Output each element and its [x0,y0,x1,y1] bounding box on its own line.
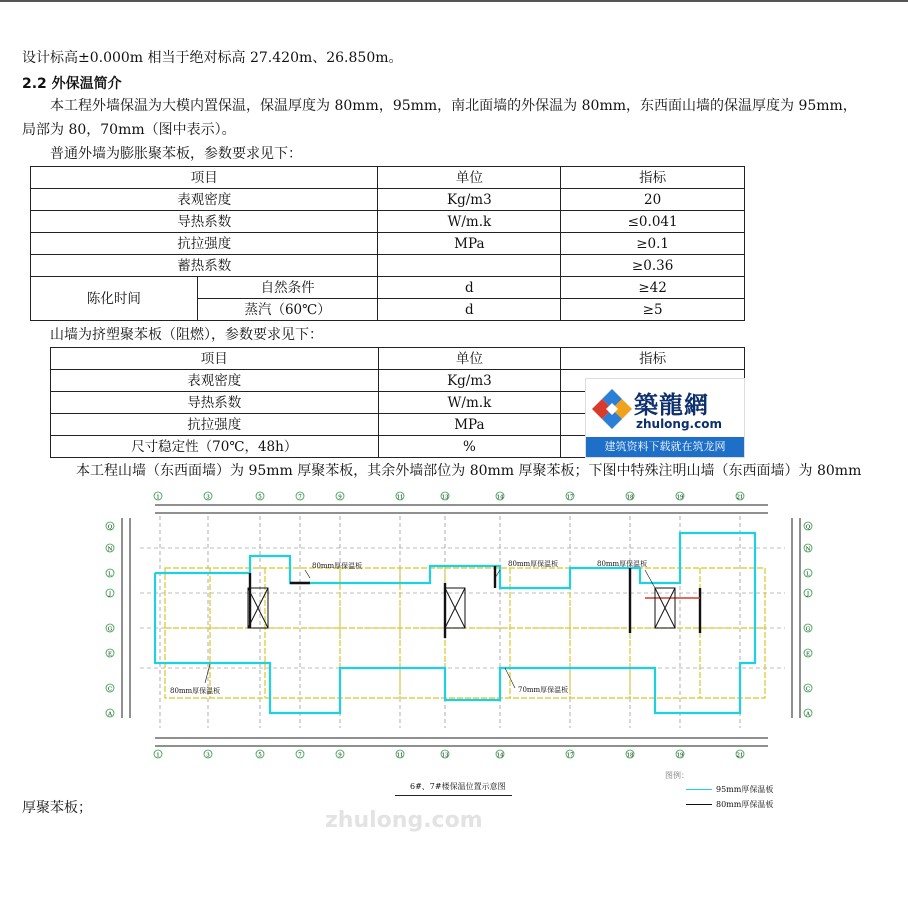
axis-label-top: 18 [626,494,634,501]
axis-label-top: 3 [206,494,210,501]
axis-label-bottom: 17 [566,752,574,759]
axis-label-side: A [806,711,810,718]
insulation-paragraph-line2: 局部为 80，70mm（图中表示）。 [22,122,236,138]
cell-item: 抗拉强度 [51,414,379,436]
cell-item: 表观密度 [51,370,379,392]
cell-unit: W/m.k [378,211,561,233]
cell-item: 蓄热系数 [31,255,378,277]
cell-subitem: 自然条件 [197,277,378,299]
cell-unit: % [378,436,561,458]
zhulong-logo-icon [590,387,634,431]
drawing-label-1: 80mm厚保温板 [312,562,363,570]
table-row [31,255,745,277]
axis-label-bottom: 9 [338,752,342,759]
axis-label-bottom: 14 [496,752,504,759]
floor-plan-drawing [100,488,820,768]
cell-index: ≥42 [561,277,745,299]
axis-label-top: 11 [396,494,404,501]
axis-label-top: 7 [298,494,302,501]
legend-80: 80mm厚保温板 [716,800,774,809]
insulation-outline [155,533,755,713]
logo-banner: 建筑资料下载就在筑龙网 [586,437,744,457]
axis-label-side: G [107,626,113,633]
stairwells [248,588,675,628]
cell-group-label: 陈化时间 [31,277,198,321]
axis-label-top: 1 [156,494,160,501]
axis-label-top: 14 [496,494,504,501]
axis-label-side: C [805,686,811,693]
cell-index: 20 [561,189,745,211]
cell-index: ≥0.1 [561,233,745,255]
drawing-label-2: 80mm厚保温板 [508,560,559,568]
table-header-row [51,348,745,370]
header-index: 指标 [561,348,745,370]
cell-index: ≥5 [561,299,745,321]
axis-label-bottom: 19 [676,752,684,759]
axis-label-bottom: 11 [396,752,404,759]
axis-label-side: E [805,651,811,658]
table-row [31,233,745,255]
cell-unit [378,255,561,277]
axis-label-bottom: 1 [156,752,160,759]
axis-label-side: N [805,546,811,553]
drawing-caption: 6#、7#楼保温位置示意图 [410,782,506,791]
cell-item: 表观密度 [31,189,378,211]
axis-label-side: J [806,591,810,598]
table-row [31,189,745,211]
cell-unit: Kg/m3 [378,370,561,392]
logo-brand-text: 築龍網 [634,391,709,419]
axis-label-top: 9 [338,494,342,501]
cell-item: 导热系数 [31,211,378,233]
label-leaders [205,570,655,688]
drawing-label-4: 80mm厚保温板 [170,687,221,695]
cell-unit: d [378,277,561,299]
wall-note-line2: 厚聚苯板； [22,800,92,816]
cell-unit: MPa [378,233,561,255]
drawing-label-5: 70mm厚保温板 [518,686,569,694]
drawing-label-3: 80mm厚保温板 [597,560,648,568]
elevation-note: 设计标高±0.000m 相当于绝对标高 27.420m、26.850m。 [22,50,403,66]
logo-url-text: zhulong.com [636,417,722,431]
axis-label-side: Q [805,524,811,531]
axis-label-top: 19 [676,494,684,501]
cell-unit: Kg/m3 [378,189,561,211]
axis-label-side: A [108,711,112,718]
axis-label-side: L [806,571,810,578]
cell-unit: d [378,299,561,321]
eps-intro: 普通外墙为膨胀聚苯板，参数要求见下： [50,146,302,162]
header-item: 项目 [51,348,379,370]
axis-label-side: L [108,571,112,578]
axis-label-top: 13 [441,494,449,501]
axis-label-side: C [107,686,113,693]
axis-label-top: 5 [258,494,262,501]
axis-label-top: 21 [736,494,744,501]
table-row [31,211,745,233]
header-unit: 单位 [378,348,561,370]
legend-95: 95mm厚保温板 [716,785,774,794]
header-index: 指标 [561,167,745,189]
cell-unit: W/m.k [378,392,561,414]
axis-label-bottom: 13 [441,752,449,759]
top-border-line [0,0,908,2]
axis-label-side: Q [107,524,113,531]
cell-subitem: 蒸汽（60℃） [197,299,378,321]
insulation-paragraph-line1: 本工程外墙保温为大模内置保温，保温厚度为 80mm，95mm，南北面墙的外保温为 80mm，东西面山墙的保温厚度为 95mm， [50,98,857,114]
legend-95-swatch [686,789,712,790]
eps-spec-table [30,166,745,321]
zhulong-logo [585,378,745,458]
header-unit: 单位 [378,167,561,189]
cell-index: ≤0.041 [561,211,745,233]
axis-label-bottom: 18 [626,752,634,759]
table-header-row [31,167,745,189]
axis-label-side: E [107,651,113,658]
axis-label-side: J [108,591,112,598]
legend-title: 图例： [665,771,689,780]
cell-index: ≥0.36 [561,255,745,277]
cell-unit: MPa [378,414,561,436]
xps-intro: 山墙为挤塑聚苯板（阻燃），参数要求见下： [50,327,323,343]
structural-walls [250,566,700,638]
header-item: 项目 [31,167,378,189]
wall-note-line1: 本工程山墙（东西面墙）为 95mm 厚聚苯板，其余外墙部位为 80mm 厚聚苯板；下图中特殊注明山墙（东西面墙）为 80mm [76,463,862,479]
axis-label-bottom: 21 [736,752,744,759]
cell-item: 抗拉强度 [31,233,378,255]
cell-item: 尺寸稳定性（70℃，48h） [51,436,379,458]
watermark-text: zhulong.com [325,808,483,833]
caption-underline [395,795,512,796]
dimension-lines [122,505,800,746]
axis-label-side: N [107,546,113,553]
legend-80-swatch [686,804,712,805]
table-row [31,277,745,299]
section-heading: 2.2 外保温简介 [22,76,122,92]
axis-label-side: G [805,626,811,633]
axis-label-bottom: 7 [298,752,302,759]
axis-label-bottom: 3 [206,752,210,759]
axis-label-bottom: 5 [258,752,262,759]
axis-label-top: 17 [566,494,574,501]
cell-item: 导热系数 [51,392,379,414]
